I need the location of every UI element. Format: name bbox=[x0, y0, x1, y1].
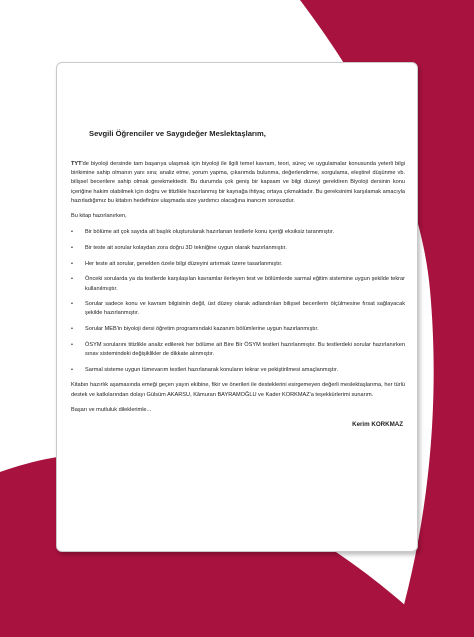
list-item: • Sarmal sisteme uygun tümevarım testleri hazırlanarak konuların tekrar ve pekiştirilmesi amaçlanmıştır. bbox=[71, 366, 405, 375]
list-item: • Her teste ait sorular, genelden özele bilgi düzeyini artırmak üzere tasarlanmıştır. bbox=[71, 260, 405, 269]
bullet-icon: • bbox=[71, 260, 73, 267]
thanks-paragraph: Kitabın hazırlık aşamasında emeği geçen yayın ekibine, fikir ve önerileri ile desteklerini esirgemeyen değerli meslektaşlarıma, her türlü destek ve katkılarından dolayı Gülsüm AKARSU, Kâmuran BAYRAMOĞLU ve Kader KORKMAZ'a teşekkürlerimi sunarım. bbox=[71, 382, 405, 398]
list-item: • Bir bölüme ait çok sayıda alt başlık oluşturularak hazırlanan testlerle konu içeriği eksiksiz taranmıştır. bbox=[71, 228, 405, 237]
list-item: • Sorular sadece konu ve kavram bilgisinin değil, üst düzey olarak adlandırılan bilişsel becerilerin ölçülmesine fırsat sağlayacak şekilde hazırlanmıştır. bbox=[71, 301, 405, 317]
bullet-icon: • bbox=[71, 366, 73, 373]
list-item: • ÖSYM sorularını titizlikle analiz edilerek her bölüme ait Bire Bir ÖSYM testleri hazırlanmıştır. Bu testlerdeki sorular hazırlanırken sınav sistemindeki değişiklikler de dikkate alınmıştır. bbox=[71, 341, 405, 358]
letter-greeting: Sevgili Öğrenciler ve Saygıdeğer Meslektaşlarım, bbox=[89, 129, 266, 138]
bullet-icon: • bbox=[71, 341, 73, 348]
author-signature: Kerim KORKMAZ bbox=[352, 421, 403, 429]
bullet-icon: • bbox=[71, 301, 73, 308]
feature-list bbox=[71, 228, 405, 375]
bullet-icon: • bbox=[71, 229, 73, 236]
closing-wish: Başarı ve mutluluk dileklerimle... bbox=[71, 406, 152, 413]
bullet-icon: • bbox=[71, 326, 73, 333]
intro-paragraph bbox=[71, 160, 405, 206]
list-item: • Önceki sorularda ya da testlerde karşılaşılan kavramlar ilerleyen test ve bölümlerde sarmal eğitim sistemine uygun şekilde tekrar kullanılmıştır. bbox=[71, 276, 405, 292]
bullet-icon: • bbox=[71, 244, 73, 251]
list-intro: Bu kitap hazırlanırken, bbox=[71, 213, 127, 220]
list-item: • Sorular MEB'in biyoloji dersi öğretim programındaki kazanım bölümlerine uygun hazırlanmıştır. bbox=[71, 325, 405, 334]
intro-keyword: TYT bbox=[71, 161, 82, 167]
intro-text: 'de biyoloji dersinde tam başarıya ulaşmak için biyoloji ile ilgili temel kavram, teori, süreç ve uygulamalar konusunda yeterli bilgi birikimine sahip olmanın yanı sıra; analiz etme, yorum yapma, çıkarımda bulunma, değerlendirme, sorgulama, eleştirel düşünme vb. bilişsel becerilere sahip olmak gerekmektedir. Bu durumda çok geniş bir kapsam ve bilgi düzeyi gerektiren Biyoloji dersinin konu içeriğine hakim olabilmek için doğru ve titizlikle hazırlanmış bir kaynağa ihtiyaç ortaya çıkmaktadır. Bu gereksinimi karşılamak amacıyla hazırladığımız bu kitabın hedefinize ulaşmada size yardımcı olacağına inancım sonsuzdur. bbox=[71, 161, 405, 204]
letter-card bbox=[56, 62, 418, 552]
list-item: • Bir teste ait sorular kolaydan zora doğru 3D tekniğine uygun olarak hazırlanmıştır. bbox=[71, 244, 405, 253]
bullet-icon: • bbox=[71, 276, 73, 283]
